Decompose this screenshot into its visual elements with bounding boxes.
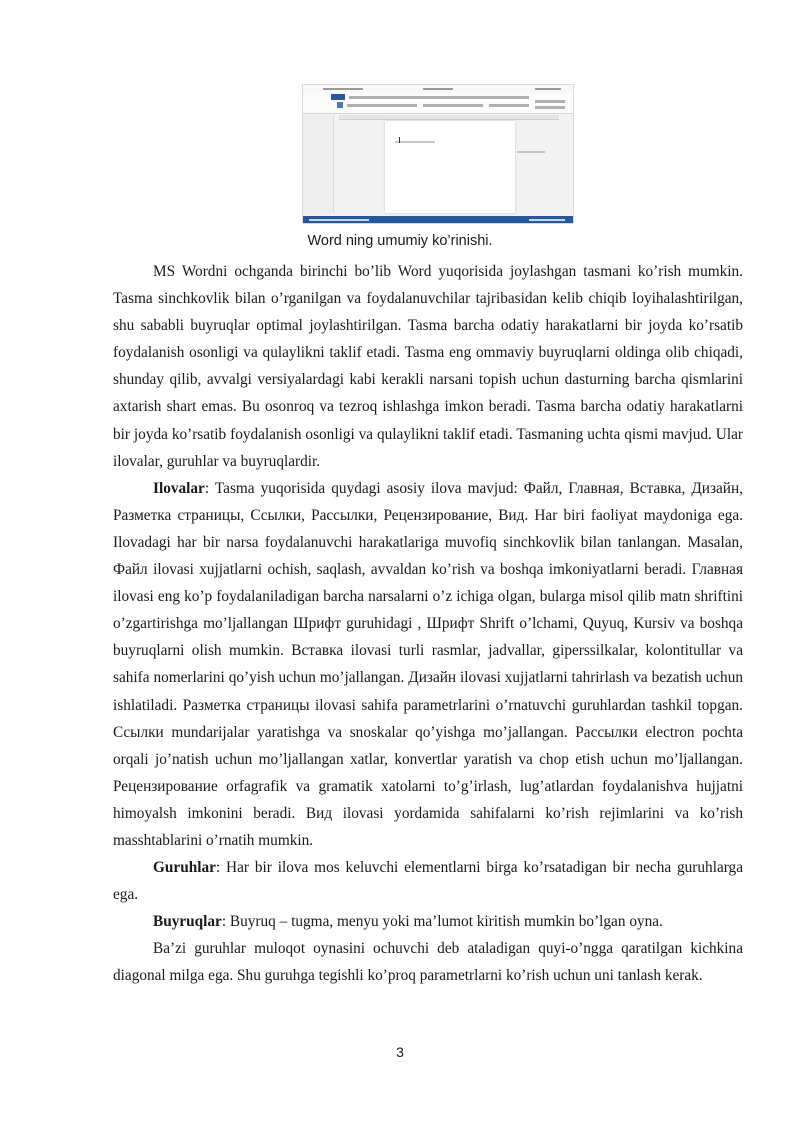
paragraph-term: Guruhlar bbox=[153, 859, 216, 877]
paragraph bbox=[113, 475, 743, 854]
screenshot-active-tab bbox=[331, 94, 345, 100]
paragraph-text: : Tasma yuqorisida quydagi asosiy ilova mavjud: Файл, Главная, Вставка, Дизайн, Разметка страницы, Ссылки, Рассылки, Рецензирование, Вид. Har biri faoliyat maydoniga ega. Ilovadagi har bir narsa foydalanuvchi harakatlariga muvofiq sinchkovlik bilan tanlangan. Masalan, Файл ilovasi xujjatlarni ochish, saqlash, avvaldan ko’rish va boshqa imkoniyatlarni beradi. Главная ilovasi eng ko’p foydalaniladigan barcha narsalarni o’z ichiga olgan, bularga misol qilib matn shriftini o’zgartirishga mo’ljallangan Шрифт guruhidagi , Шрифт Shrift o’lchami, Quyuq, Kursiv va boshqa buyruqlarni olish mumkin. Вставка ilovasi turli rasmlar, jadvallar, giperssilkalar, kolontitullar va sahifa nomerlarini qo’yish uchun mo’jallangan. Дизайн ilovasi xujjatlarni tahrirlash va bezatish uchun ishlatiladi. Разметка страницы ilovasi sahifa parametrlarini o’rnatuvchi guruhlardan tashkil topgan. Ссылки mundarijalar yaratishga va snoskalar qo’yishga mo’jallangan. Рассылки electron pochta orqali jo’natish uchun mo’ljallangan xatlar, konvertlar yaratish va chop etish uchun mo’ljallangan. Рецензирование orfagrafik va gramatik xatolarni to’g’irlash, lug’atlardan foydalanishva hujjatni himoyalsh imkonini beradi. Вид ilovasi yordamida sahifalarni ko’rish rejimlarini va ko’rish masshtablarini o’rnatih mumkin. bbox=[113, 479, 743, 849]
screenshot-ribbon-icon bbox=[337, 102, 343, 108]
screenshot-ribbon-group bbox=[535, 106, 565, 109]
paragraph bbox=[113, 908, 743, 935]
screenshot-document-area bbox=[385, 121, 515, 213]
paragraph bbox=[113, 935, 743, 989]
figure-caption: Word ning umumiy ko’rinishi. bbox=[307, 233, 493, 249]
screenshot-ribbon-group bbox=[423, 104, 483, 107]
screenshot-title-text bbox=[323, 88, 363, 90]
screenshot-title-text bbox=[535, 88, 561, 90]
screenshot-ribbon-tabs bbox=[349, 96, 529, 99]
paragraph-text: : Har bir ilova mos keluvchi elementlarni birga ko’rsatadigan bir necha guruhlarga ega. bbox=[113, 859, 743, 904]
paragraph bbox=[113, 854, 743, 908]
word-window-screenshot bbox=[302, 84, 574, 224]
screenshot-document-text bbox=[395, 141, 435, 143]
screenshot-title-text bbox=[423, 88, 453, 90]
screenshot-status-text bbox=[309, 219, 369, 221]
paragraph-text: Ba’zi guruhlar muloqot oynasini ochuvchi deb ataladigan quyi-o’ngga qaratilgan kichkina diagonal milga ega. Shu guruhga tegishli ko’proq parametrlarni ko’rish uchun uni tanlash kerak. bbox=[113, 940, 743, 985]
page-number: 3 bbox=[396, 1044, 404, 1060]
screenshot-navigation-pane bbox=[303, 115, 334, 213]
paragraph-text: MS Wordni ochganda birinchi bo’lib Word yuqorisida joylashgan tasmani ko’rish mumkin. Tasma sinchkovlik bilan o’rganilgan va foydalanuvchilar tajribasidan kelib chiqib loyihalashtirilgan, shu sababli buyruqlar optimal joylashtirilgan. Tasma barcha odatiy harakatlarni bir joyda ko’rsatib foydalanish osonligi va qulaylikni taklif etadi. Tasma eng ommaviy buyruqlarni oldinga olib chiqadi, shunday qilib, avvalgi versiyalardagi kabi kerakli narsani topish uchun dasturning barcha qismlarini axtarish shart emas. Bu osonroq va tezroq ishlashga imkon beradi. Tasma barcha odatiy harakatlarni bir joyda ko’rsatib foydalanish osonligi va qulaylikni taklif etadi. Tasmaning uchta qismi mavjud. Ular ilovalar, guruhlar va buyruqlardir. bbox=[113, 263, 743, 470]
paragraph-term: Buyruqlar bbox=[153, 913, 222, 931]
body-text bbox=[113, 258, 743, 990]
paragraph-text: : Buyruq – tugma, menyu yoki ma’lumot kiritish mumkin bo’lgan oyna. bbox=[221, 913, 663, 931]
screenshot-ruler bbox=[339, 115, 559, 120]
screenshot-text-cursor bbox=[399, 137, 400, 143]
screenshot-status-text bbox=[529, 219, 565, 221]
screenshot-ribbon-group bbox=[535, 100, 565, 103]
screenshot-ribbon-group bbox=[347, 104, 417, 107]
paragraph-term: Ilovalar bbox=[153, 479, 205, 497]
paragraph bbox=[113, 258, 743, 475]
screenshot-side-text bbox=[517, 151, 545, 153]
screenshot-ribbon-group bbox=[489, 104, 529, 107]
